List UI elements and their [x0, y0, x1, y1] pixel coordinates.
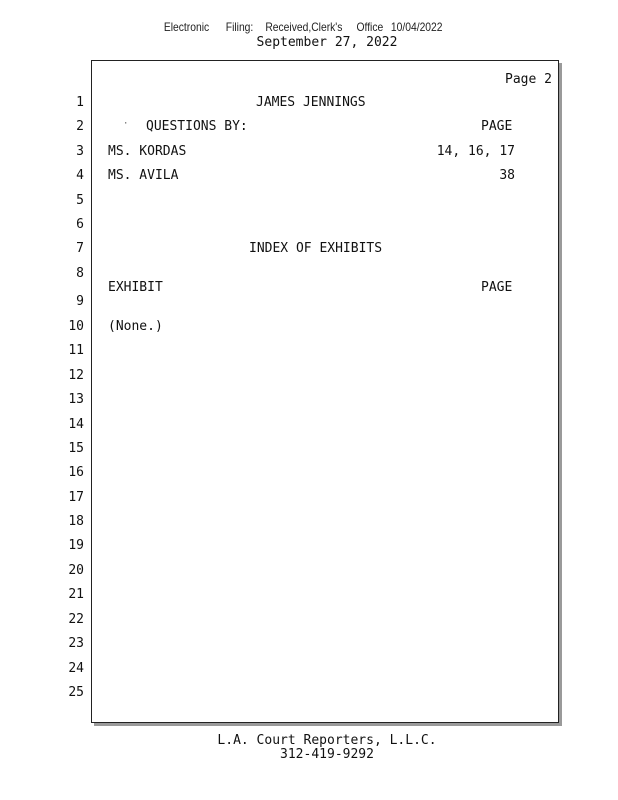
- line-number: 7: [76, 241, 84, 256]
- line-number: 8: [76, 266, 84, 281]
- line-number: 22: [68, 612, 84, 627]
- examiner-name: MS. AVILA: [108, 168, 179, 183]
- stamp-received: Received,Clerk's: [265, 20, 343, 34]
- line-number: 17: [68, 490, 84, 505]
- line-number: 15: [68, 441, 84, 456]
- line-number: 1: [76, 95, 84, 110]
- line-number: 4: [76, 168, 84, 183]
- line-number: 21: [68, 587, 84, 602]
- footer-phone: 312-419-9292: [280, 747, 374, 762]
- line-number: 3: [76, 144, 84, 159]
- stamp-filing: Filing:: [225, 20, 254, 34]
- index-of-exhibits-title: INDEX OF EXHIBITS: [249, 241, 383, 256]
- line-number: 12: [68, 368, 84, 383]
- examiner-pages: 14, 16, 17: [436, 144, 515, 159]
- examiner-name: MS. KORDAS: [108, 144, 187, 159]
- line-number: 19: [68, 538, 84, 553]
- line-number: 10: [68, 319, 84, 334]
- transcript-page: [91, 60, 559, 723]
- filing-stamp: [42, 20, 573, 36]
- line-number: 18: [68, 514, 84, 529]
- line-number: 13: [68, 392, 84, 407]
- line-number: 20: [68, 563, 84, 578]
- line-number: 16: [68, 465, 84, 480]
- stamp-date: 10/04/2022: [390, 20, 443, 34]
- line-number: 2: [76, 119, 84, 134]
- exhibits-none: (None.): [108, 319, 163, 334]
- line-number: 5: [76, 193, 84, 208]
- footer-company: L.A. Court Reporters, L.L.C.: [217, 733, 437, 748]
- header-date: September 27, 2022: [256, 35, 398, 50]
- exhibit-page-column-label: PAGE: [481, 280, 513, 295]
- line-number: 11: [68, 343, 84, 358]
- line-number: 14: [68, 417, 84, 432]
- questions-by-label: QUESTIONS BY:: [146, 119, 248, 134]
- line-number: 9: [76, 294, 84, 309]
- exhibit-column-label: EXHIBIT: [108, 280, 163, 295]
- line-number: 23: [68, 636, 84, 651]
- stamp-office: Office: [356, 20, 384, 34]
- line-number: 24: [68, 661, 84, 676]
- page-number: Page 2: [505, 72, 552, 87]
- witness-name: JAMES JENNINGS: [256, 95, 366, 110]
- line-number: 6: [76, 217, 84, 232]
- stray-mark: ·: [123, 119, 129, 129]
- stamp-electronic: Electronic: [163, 20, 210, 34]
- examiner-pages: 38: [499, 168, 515, 183]
- page-column-label: PAGE: [481, 119, 513, 134]
- line-number: 25: [68, 685, 84, 700]
